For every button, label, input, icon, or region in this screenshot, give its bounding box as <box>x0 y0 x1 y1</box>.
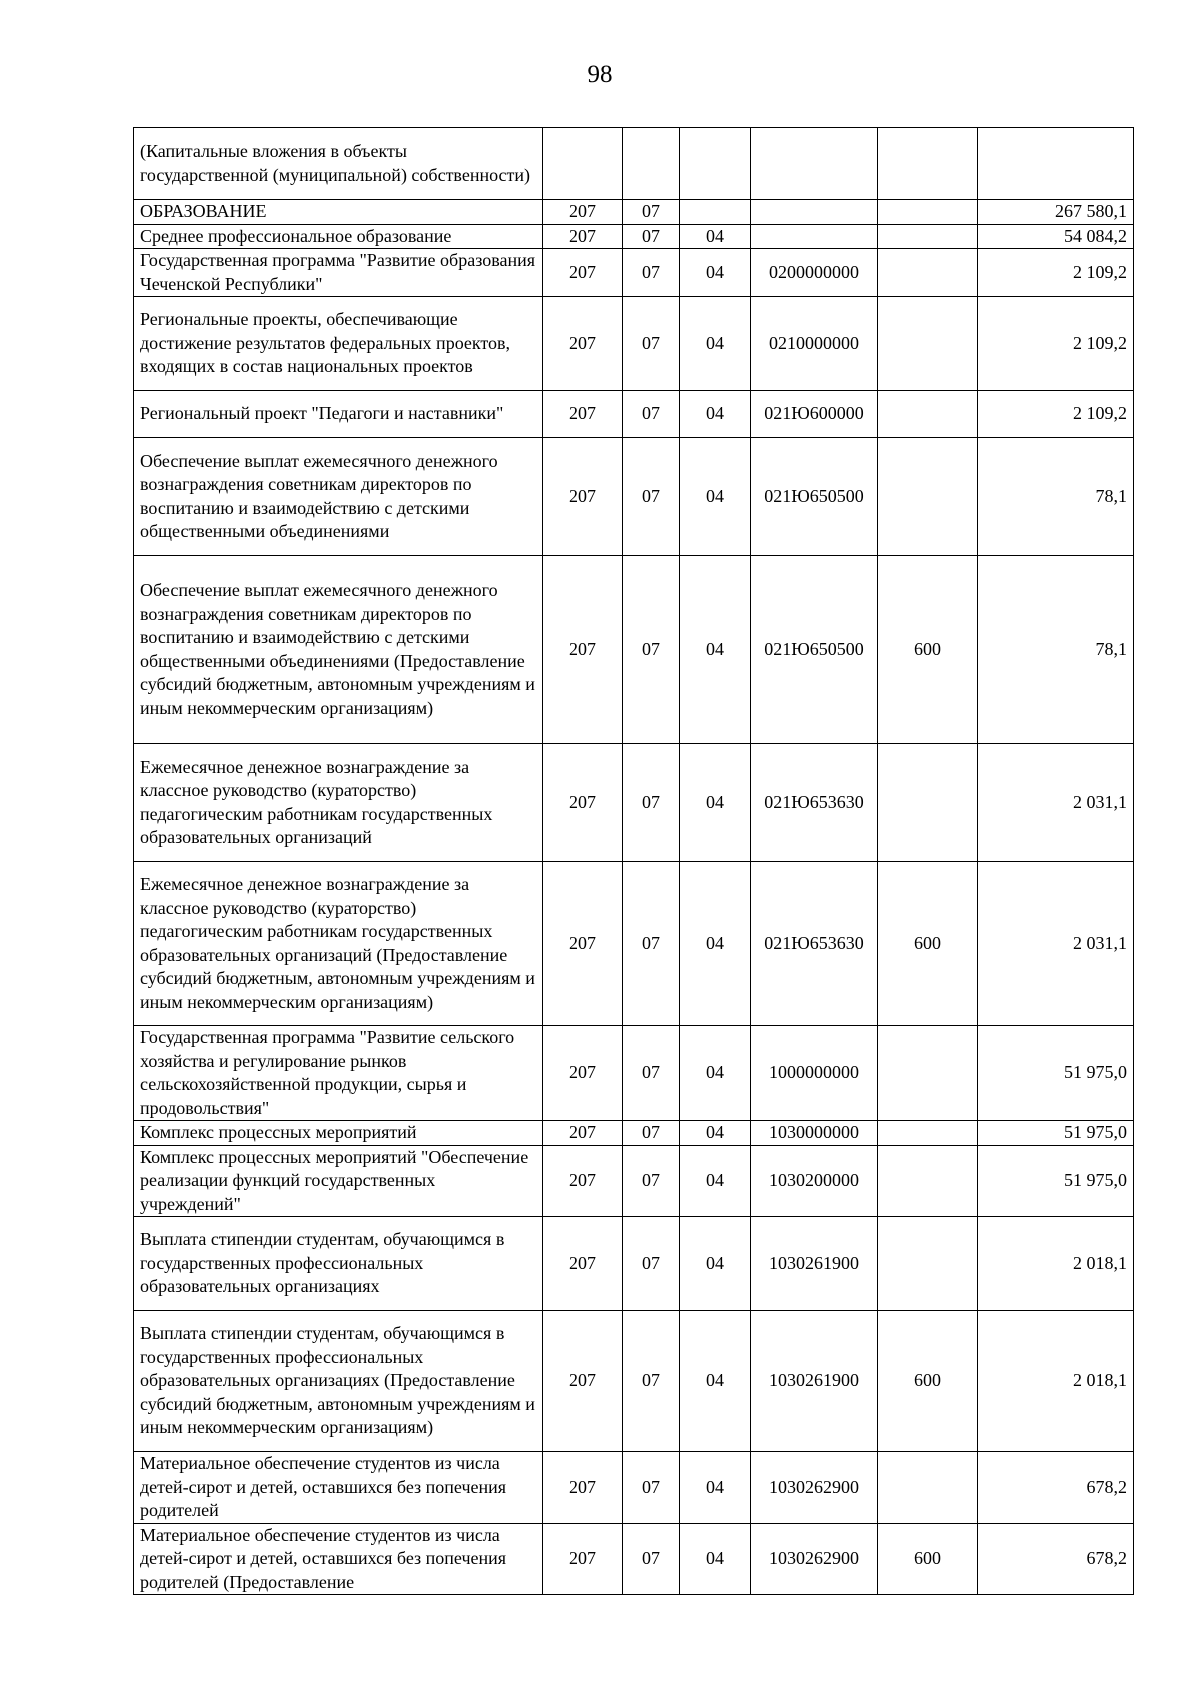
table-row <box>134 249 1134 297</box>
row-gr-cell: 207 <box>543 200 623 225</box>
row-gr-cell: 207 <box>543 1523 623 1595</box>
row-csr-cell: 1030261900 <box>751 1311 878 1452</box>
row-sum-cell: 54 084,2 <box>978 224 1134 249</box>
row-gr-cell: 207 <box>543 1217 623 1311</box>
row-name-cell: Выплата стипендии студентам, обучающимся в государственных профессиональных образовательных организациях <box>134 1217 543 1311</box>
row-csr-cell: 1030200000 <box>751 1145 878 1217</box>
row-name-cell: Государственная программа "Развитие образования Чеченской Республики" <box>134 249 543 297</box>
row-name-cell: Материальное обеспечение студентов из числа детей-сирот и детей, оставшихся без попечения родителей (Предоставление <box>134 1523 543 1595</box>
table-row <box>134 128 1134 200</box>
row-sum-cell: 2 109,2 <box>978 297 1134 391</box>
row-vr-cell <box>878 297 978 391</box>
row-vr-cell <box>878 1217 978 1311</box>
row-name-cell: Региональные проекты, обеспечивающие достижение результатов федеральных проектов, входящих в состав национальных проектов <box>134 297 543 391</box>
row-pr-cell: 04 <box>680 862 751 1026</box>
row-rz-cell: 07 <box>623 1452 680 1524</box>
row-rz-cell: 07 <box>623 1145 680 1217</box>
row-name-cell: Ежемесячное денежное вознаграждение за классное руководство (кураторство) педагогическим работникам государственных образовательных организаций (Предоставление субсидий бюджетным, автономным учреждениям и иным некоммерческим организациям) <box>134 862 543 1026</box>
row-csr-cell: 1030262900 <box>751 1452 878 1524</box>
row-pr-cell: 04 <box>680 1311 751 1452</box>
row-rz-cell <box>623 128 680 200</box>
table-row <box>134 200 1134 225</box>
table-row <box>134 1026 1134 1121</box>
table-row <box>134 1217 1134 1311</box>
row-csr-cell <box>751 200 878 225</box>
table-row <box>134 224 1134 249</box>
table-row <box>134 1121 1134 1146</box>
row-vr-cell <box>878 1452 978 1524</box>
row-sum-cell: 78,1 <box>978 438 1134 556</box>
row-gr-cell: 207 <box>543 1121 623 1146</box>
row-sum-cell: 78,1 <box>978 556 1134 744</box>
row-vr-cell <box>878 1121 978 1146</box>
table-row <box>134 744 1134 862</box>
row-vr-cell: 600 <box>878 862 978 1026</box>
row-rz-cell: 07 <box>623 744 680 862</box>
row-sum-cell: 2 031,1 <box>978 744 1134 862</box>
table-row <box>134 297 1134 391</box>
row-vr-cell <box>878 391 978 438</box>
row-name-cell: (Капитальные вложения в объекты государственной (муниципальной) собственности) <box>134 128 543 200</box>
row-rz-cell: 07 <box>623 1311 680 1452</box>
row-gr-cell: 207 <box>543 1145 623 1217</box>
page-number: 98 <box>587 61 613 88</box>
row-gr-cell: 207 <box>543 1311 623 1452</box>
row-rz-cell: 07 <box>623 556 680 744</box>
table-row <box>134 862 1134 1026</box>
row-name-cell: ОБРАЗОВАНИЕ <box>134 200 543 225</box>
row-vr-cell <box>878 438 978 556</box>
row-csr-cell: 021Ю650500 <box>751 556 878 744</box>
row-pr-cell: 04 <box>680 224 751 249</box>
row-sum-cell: 2 031,1 <box>978 862 1134 1026</box>
row-gr-cell <box>543 128 623 200</box>
row-pr-cell: 04 <box>680 1026 751 1121</box>
row-sum-cell: 51 975,0 <box>978 1145 1134 1217</box>
row-csr-cell: 021Ю653630 <box>751 862 878 1026</box>
row-sum-cell: 2 109,2 <box>978 249 1134 297</box>
row-pr-cell <box>680 200 751 225</box>
row-sum-cell: 678,2 <box>978 1523 1134 1595</box>
row-pr-cell: 04 <box>680 1145 751 1217</box>
row-rz-cell: 07 <box>623 1523 680 1595</box>
row-sum-cell <box>978 128 1134 200</box>
row-name-cell: Обеспечение выплат ежемесячного денежного вознаграждения советникам директоров по воспитанию и взаимодействию с детскими общественными объединениями (Предоставление субсидий бюджетным, автономным учреждениям и иным некоммерческим организациям) <box>134 556 543 744</box>
row-name-cell: Ежемесячное денежное вознаграждение за классное руководство (кураторство) педагогическим работникам государственных образовательных организаций <box>134 744 543 862</box>
row-pr-cell: 04 <box>680 1523 751 1595</box>
row-vr-cell <box>878 744 978 862</box>
table-row <box>134 1311 1134 1452</box>
row-name-cell: Государственная программа "Развитие сельского хозяйства и регулирование рынков сельскохозяйственной продукции, сырья и продовольствия" <box>134 1026 543 1121</box>
row-sum-cell: 2 109,2 <box>978 391 1134 438</box>
row-gr-cell: 207 <box>543 1452 623 1524</box>
row-csr-cell: 021Ю600000 <box>751 391 878 438</box>
row-gr-cell: 207 <box>543 438 623 556</box>
row-rz-cell: 07 <box>623 249 680 297</box>
row-pr-cell: 04 <box>680 1217 751 1311</box>
row-sum-cell: 51 975,0 <box>978 1121 1134 1146</box>
row-rz-cell: 07 <box>623 438 680 556</box>
row-csr-cell <box>751 224 878 249</box>
table-row <box>134 391 1134 438</box>
row-sum-cell: 2 018,1 <box>978 1311 1134 1452</box>
row-name-cell: Комплекс процессных мероприятий "Обеспечение реализации функций государственных учреждений" <box>134 1145 543 1217</box>
row-vr-cell <box>878 224 978 249</box>
table-row <box>134 1145 1134 1217</box>
row-csr-cell: 0200000000 <box>751 249 878 297</box>
row-gr-cell: 207 <box>543 249 623 297</box>
row-csr-cell: 1030262900 <box>751 1523 878 1595</box>
row-pr-cell: 04 <box>680 1121 751 1146</box>
row-pr-cell <box>680 128 751 200</box>
row-pr-cell: 04 <box>680 297 751 391</box>
row-rz-cell: 07 <box>623 1217 680 1311</box>
row-pr-cell: 04 <box>680 391 751 438</box>
row-csr-cell: 021Ю653630 <box>751 744 878 862</box>
row-gr-cell: 207 <box>543 862 623 1026</box>
row-sum-cell: 267 580,1 <box>978 200 1134 225</box>
row-vr-cell <box>878 1026 978 1121</box>
row-sum-cell: 2 018,1 <box>978 1217 1134 1311</box>
row-name-cell: Региональный проект "Педагоги и наставники" <box>134 391 543 438</box>
table-row <box>134 556 1134 744</box>
row-pr-cell: 04 <box>680 438 751 556</box>
row-gr-cell: 207 <box>543 391 623 438</box>
row-vr-cell <box>878 1145 978 1217</box>
row-vr-cell: 600 <box>878 1311 978 1452</box>
row-name-cell: Среднее профессиональное образование <box>134 224 543 249</box>
budget-table <box>133 127 1134 1595</box>
row-csr-cell: 1000000000 <box>751 1026 878 1121</box>
row-csr-cell: 021Ю650500 <box>751 438 878 556</box>
row-gr-cell: 207 <box>543 224 623 249</box>
row-vr-cell <box>878 200 978 225</box>
row-sum-cell: 678,2 <box>978 1452 1134 1524</box>
row-rz-cell: 07 <box>623 391 680 438</box>
row-csr-cell: 1030261900 <box>751 1217 878 1311</box>
row-vr-cell: 600 <box>878 556 978 744</box>
row-name-cell: Выплата стипендии студентам, обучающимся в государственных профессиональных образовательных организациях (Предоставление субсидий бюджетным, автономным учреждениям и иным некоммерческим организациям) <box>134 1311 543 1452</box>
row-vr-cell <box>878 128 978 200</box>
table-row <box>134 1523 1134 1595</box>
row-rz-cell: 07 <box>623 297 680 391</box>
row-rz-cell: 07 <box>623 224 680 249</box>
table-row <box>134 1452 1134 1524</box>
row-pr-cell: 04 <box>680 1452 751 1524</box>
row-pr-cell: 04 <box>680 744 751 862</box>
row-rz-cell: 07 <box>623 1026 680 1121</box>
row-sum-cell: 51 975,0 <box>978 1026 1134 1121</box>
row-pr-cell: 04 <box>680 249 751 297</box>
row-rz-cell: 07 <box>623 862 680 1026</box>
row-gr-cell: 207 <box>543 744 623 862</box>
row-gr-cell: 207 <box>543 297 623 391</box>
row-gr-cell: 207 <box>543 1026 623 1121</box>
row-vr-cell: 600 <box>878 1523 978 1595</box>
row-rz-cell: 07 <box>623 200 680 225</box>
row-rz-cell: 07 <box>623 1121 680 1146</box>
row-name-cell: Материальное обеспечение студентов из числа детей-сирот и детей, оставшихся без попечения родителей <box>134 1452 543 1524</box>
row-csr-cell <box>751 128 878 200</box>
table-row <box>134 438 1134 556</box>
row-vr-cell <box>878 249 978 297</box>
row-name-cell: Обеспечение выплат ежемесячного денежного вознаграждения советникам директоров по воспитанию и взаимодействию с детскими общественными объединениями <box>134 438 543 556</box>
row-csr-cell: 1030000000 <box>751 1121 878 1146</box>
row-name-cell: Комплекс процессных мероприятий <box>134 1121 543 1146</box>
row-pr-cell: 04 <box>680 556 751 744</box>
row-csr-cell: 0210000000 <box>751 297 878 391</box>
row-gr-cell: 207 <box>543 556 623 744</box>
